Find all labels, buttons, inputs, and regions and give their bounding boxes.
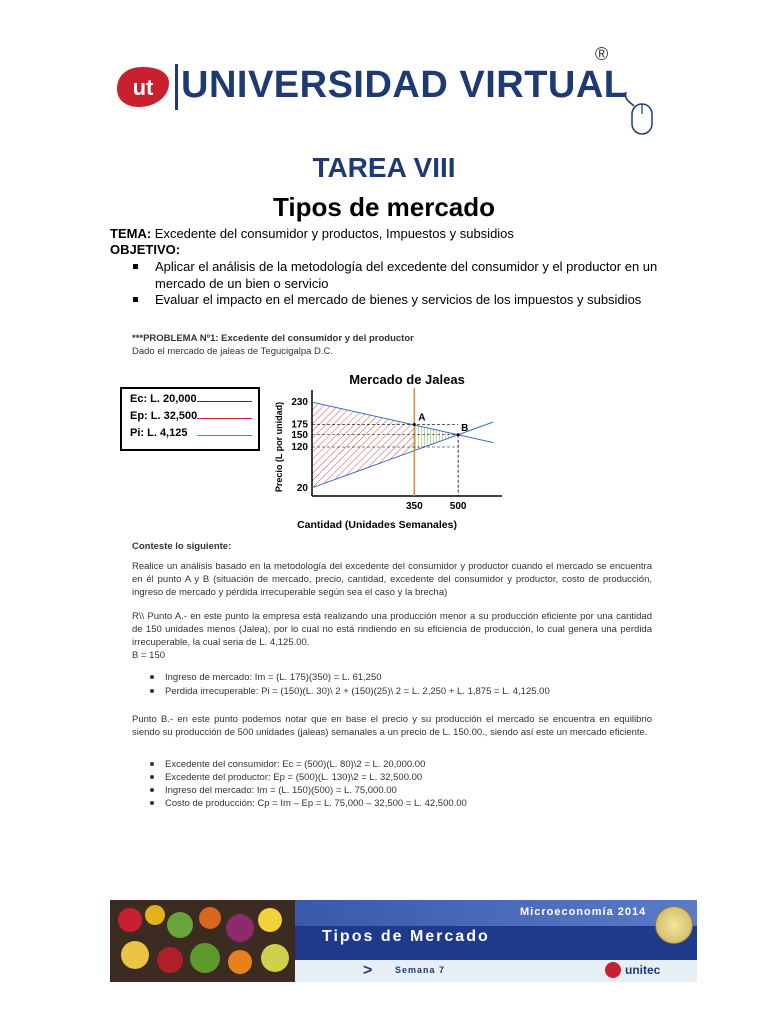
point-label: A [418, 412, 426, 424]
answer-punto-a: R\\ Punto A.- en este punto la empresa está realizando una producción menor a su producción eficiente por una cantidad de 150 unidades menos (Jalea), por lo cual no está rindiendo en su eficiencia de producción, lo cual genera una perdida irrecuperable, la cual seria de L. 4,125.00. [132, 611, 652, 648]
legend-box [120, 387, 260, 451]
tema-label: TEMA: [110, 226, 152, 241]
surplus-area [312, 402, 414, 488]
y-axis-label: Precio (L por unidad) [274, 401, 284, 493]
banner-week-label: Semana 7 [395, 965, 446, 975]
objective-text: Evaluar el impacto en el mercado de bienes y servicios de los impuestos y subsidios [155, 292, 642, 307]
tema-line [110, 225, 514, 242]
list-item-text: Ingreso del mercado: Im = (L. 150)(500) = L. 75,000.00 [165, 785, 397, 796]
square-bullet-icon [133, 264, 138, 269]
list-item [150, 771, 650, 784]
list-item-text: Perdida irrecuperable: Pi = (150)(L. 30)\ 2 + (150)(25)\ 2 = L. 2,250 + L. 1,875 = L. 4,125.00 [165, 686, 550, 697]
objetivo-label: OBJETIVO: [110, 242, 181, 257]
university-logo [115, 44, 655, 140]
banner-brand: unitec [625, 963, 661, 977]
logo-text: UNIVERSIDAD VIRTUAL [181, 64, 628, 106]
logo-divider [175, 64, 178, 110]
y-tick-label: 230 [291, 397, 308, 409]
problem-description: Dado el mercado de jaleas de Tegucigalpa D.C. [132, 346, 334, 357]
square-bullet-icon [133, 297, 138, 302]
list-item-text: Costo de producción: Cp = Im – Ep = L. 75,000 – 32,500 = L. 42,500.00 [165, 798, 467, 809]
legend-pi: Pi: L. 4,125 [130, 427, 188, 439]
banner-title: Tipos de Mercado [322, 928, 490, 945]
ut-logo-icon [115, 65, 171, 109]
b-equation: B = 150 [132, 650, 166, 661]
x-tick-label: 350 [405, 501, 423, 512]
list-item [150, 671, 650, 684]
answer-punto-b: Punto B.- en este punto podemos notar que en base el precio y su producción el mercado se encuentra en equilibrio siendo su producción de 500 unidades (jaleas) semanales a un precio de L. 150.00., siendo así este un mercado eficiente. [132, 714, 652, 738]
legend-pi-line [197, 435, 252, 436]
page-subtitle: Tipos de mercado [272, 192, 496, 222]
tema-text: Excedente del consumidor y productos, Impuestos y subsidios [151, 226, 514, 241]
data-point [457, 433, 460, 436]
market-chart [262, 368, 512, 533]
bullet-icon [150, 775, 154, 779]
list-item [150, 685, 650, 698]
y-tick-label: 20 [296, 482, 308, 494]
page-title: TAREA VIII [312, 152, 456, 183]
data-point [413, 423, 416, 426]
bullet-icon [150, 689, 154, 693]
legend-ep-line [197, 418, 252, 419]
conteste-heading: Conteste lo siguiente: [132, 541, 232, 552]
list-item [150, 784, 650, 797]
list-item-text: Ingreso de mercado: Im = (L. 175)(350) = L. 61,250 [165, 672, 382, 683]
point-label: B [461, 422, 469, 434]
bullet-icon [150, 675, 154, 679]
list-item [150, 758, 650, 771]
legend-ec: Ec: L. 20,000 [130, 393, 197, 405]
legend-ep: Ep: L. 32,500 [130, 410, 198, 422]
question-text: Realice un análisis basado en la metodología del excedente del consumidor y productor cuando el mercado se encuentra en él punto A y B (situación de mercado, precio, cantidad, excedente del consumidor y productor, costo de producción, ingreso de mercado y pérdida irrecuperable según sea el caso y la brecha) [132, 561, 652, 598]
y-tick-label: 120 [291, 442, 308, 453]
bullet-icon [150, 801, 154, 805]
x-tick-label: 500 [449, 501, 467, 512]
objective-text: Aplicar el análisis de la metodología del excedente del consumidor y el productor en un mercado de un bien o servicio [155, 259, 658, 291]
seal-icon [655, 906, 693, 944]
list-item-text: Excedente del consumidor: Ec = (500)(L. 80)\2 = L. 20,000.00 [165, 759, 426, 770]
problem-title: ***PROBLEMA Nº1: Excedente del consumidor y del productor [132, 333, 414, 344]
produce-photo-icon [110, 900, 295, 982]
registered-mark: ® [595, 44, 609, 64]
logo-mark-letters: ut [132, 75, 154, 100]
course-banner [110, 900, 697, 982]
chart-title: Mercado de Jaleas [349, 372, 465, 387]
objective-item [133, 258, 673, 292]
unitec-logo-icon [605, 962, 621, 978]
bullet-icon [150, 762, 154, 766]
list-item-text: Excedente del productor: Ep = (500)(L. 130)\2 = L. 32,500.00 [165, 772, 423, 783]
legend-ec-line [197, 401, 252, 402]
y-tick-label: 150 [291, 429, 308, 441]
y-tick-label: 175 [291, 419, 308, 431]
chevron-right-icon: > [363, 962, 373, 979]
banner-course-label: Microeconomía 2014 [520, 906, 647, 918]
x-axis-label: Cantidad (Unidades Semanales) [297, 519, 457, 531]
mouse-icon [620, 90, 656, 138]
objective-item [133, 291, 673, 308]
list-item [150, 797, 650, 810]
bullet-icon [150, 788, 154, 792]
